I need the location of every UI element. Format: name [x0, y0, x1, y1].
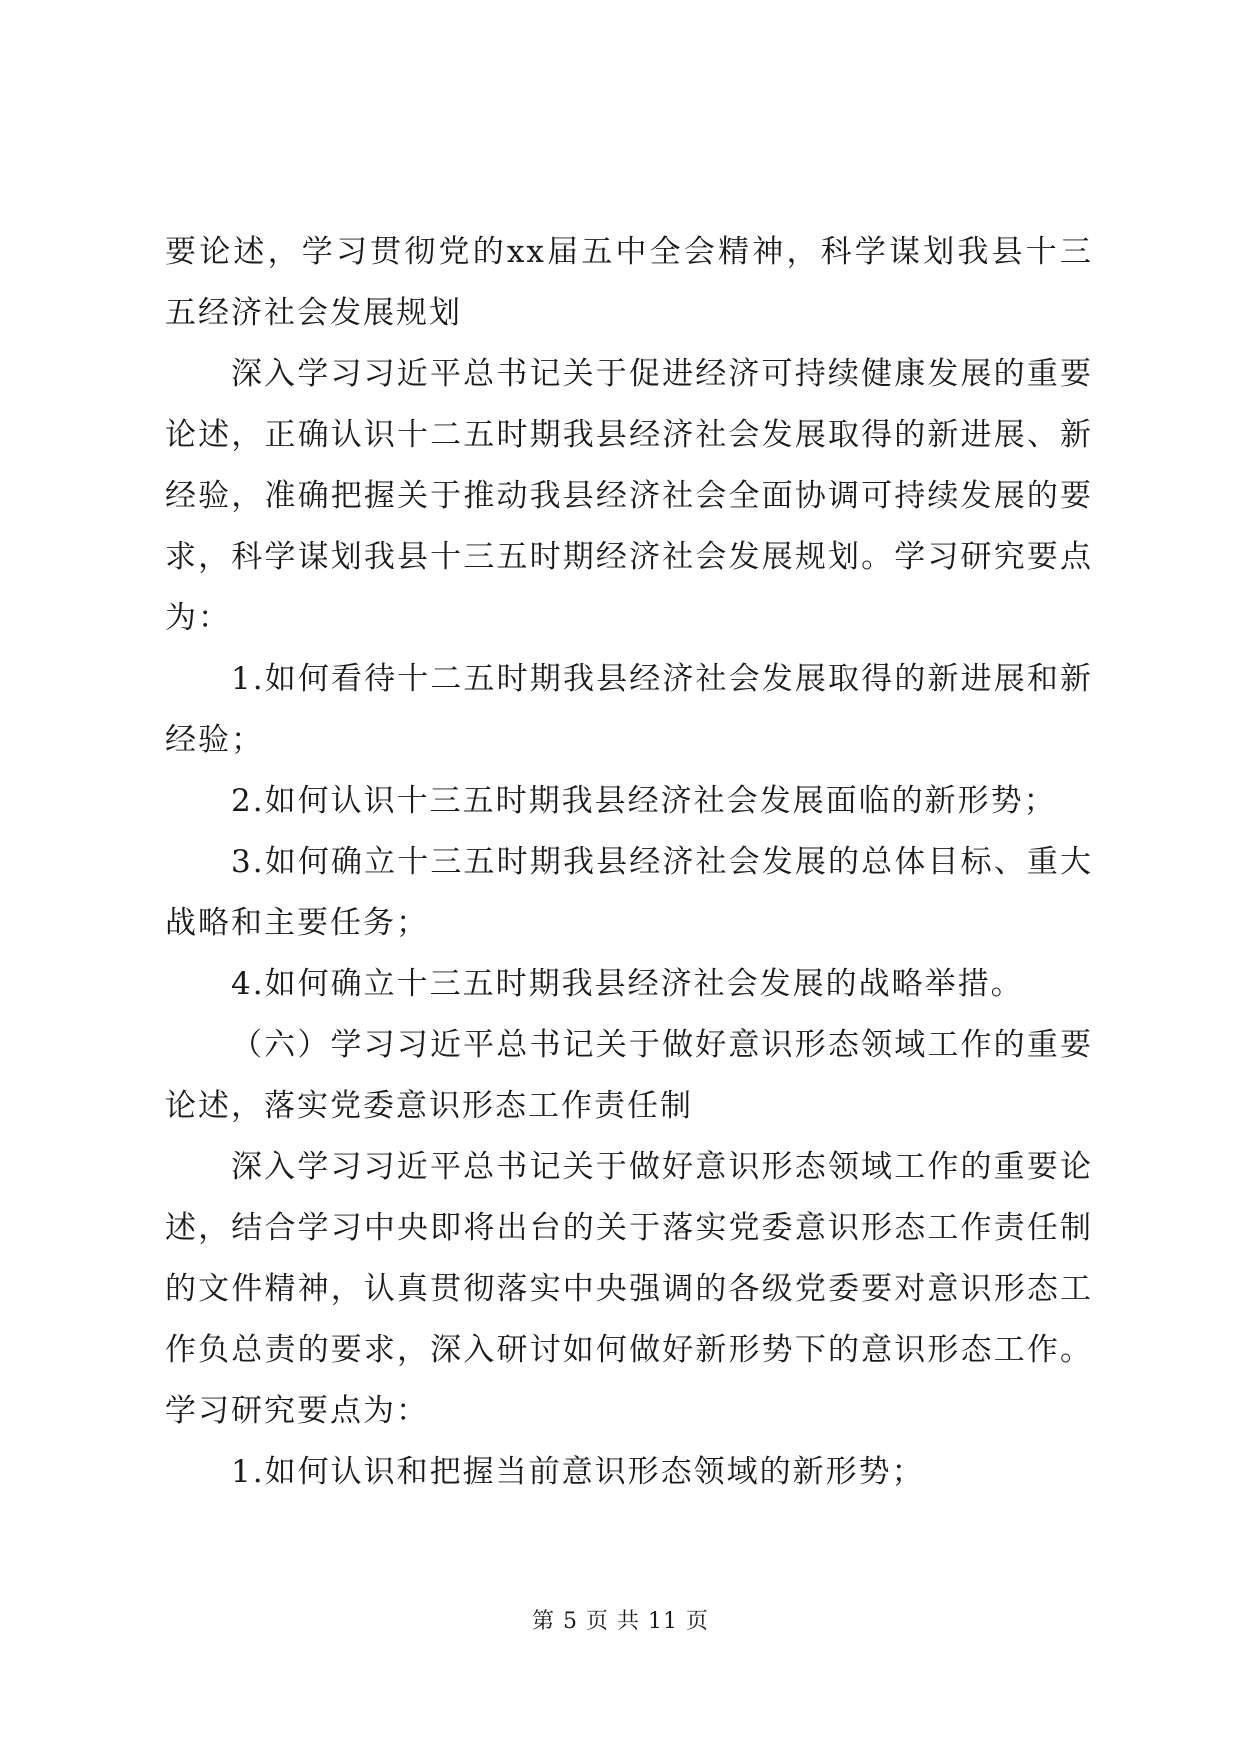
- page-number-label: 第 5 页 共 11 页: [532, 1609, 709, 1634]
- list-item-1: 1.如何看待十二五时期我县经济社会发展取得的新进展和新经验；: [165, 661, 1093, 758]
- document-body: [165, 222, 1093, 1503]
- list-item-3: 3.如何确立十三五时期我县经济社会发展的总体目标、重大战略和主要任务；: [165, 844, 1093, 941]
- section-heading-6: （六）学习习近平总书记关于做好意识形态领域工作的重要论述，落实党委意识形态工作责任制: [165, 1027, 1093, 1124]
- paragraph-3: 深入学习习近平总书记关于做好意识形态领域工作的重要论述，结合学习中央即将出台的关于落实党委意识形态工作责任制的文件精神，认真贯彻落实中央强调的各级党委要对意识形态工作负总责的要求，深入研讨如何做好新形势下的意识形态工作。学习研究要点为：: [165, 1149, 1093, 1429]
- page-footer: [0, 1607, 1241, 1637]
- list-item-2: 2.如何认识十三五时期我县经济社会发展面临的新形势；: [231, 783, 1057, 819]
- list-item-5: 1.如何认识和把握当前意识形态领域的新形势；: [231, 1454, 925, 1490]
- list-item-4: 4.如何确立十三五时期我县经济社会发展的战略举措。: [231, 966, 1024, 1002]
- paragraph-1: 要论述，学习贯彻党的xx届五中全会精神，科学谋划我县十三五经济社会发展规划: [165, 234, 1093, 331]
- paragraph-2: 深入学习习近平总书记关于促进经济可持续健康发展的重要论述，正确认识十二五时期我县经济社会发展取得的新进展、新经验，准确把握关于推动我县经济社会全面协调可持续发展的要求，科学谋划我县十三五时期经济社会发展规划。学习研究要点为：: [165, 356, 1093, 636]
